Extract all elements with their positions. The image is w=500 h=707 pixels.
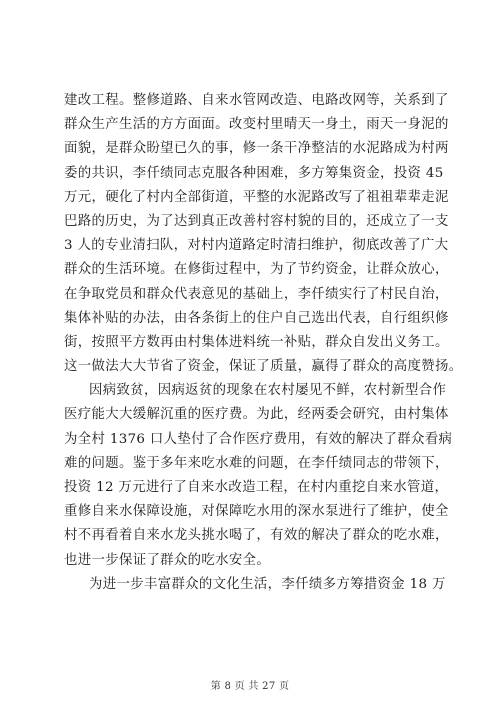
- text-line: 委的共识，李仟绩同志克服各种困难，多方筹集资金，投资 45: [64, 165, 444, 181]
- text-line: 重修自来水保障设施，对保障吃水用的深水泵进行了维护，使全: [64, 504, 449, 520]
- text-line: 这一做法大大节省了资金，保证了质量，赢得了群众的高度赞扬。: [64, 359, 463, 375]
- text-line: 群众的生活环境。在修街过程中，为了节约资金，让群众放心，: [64, 262, 449, 278]
- page-number-footer: 第 8 页 共 27 页: [210, 681, 290, 692]
- paragraph-start-line: 因病致贫，因病返贫的现象在农村屡见不鲜，农村新型合作: [89, 383, 447, 399]
- text-line: 群众生产生活的方方面面。改变村里晴天一身土，雨天一身泥的: [64, 117, 449, 133]
- text-line: 也进一步保证了群众的吃水安全。: [64, 552, 271, 568]
- text-line: 3 人的专业清扫队，对村内道路定时清扫维护，彻底改善了广大: [64, 238, 449, 254]
- text-line: 面貌，是群众盼望已久的事，修一条干净整洁的水泥路成为村两: [64, 141, 449, 157]
- text-line: 医疗能大大缓解沉重的医疗费。为此，经两委会研究，由村集体: [64, 407, 449, 423]
- text-line: 难的问题。鉴于多年来吃水难的问题，在李仟绩同志的带领下，: [64, 455, 449, 471]
- text-line: 街，按照平方数再由村集体进料统一补贴，群众自发出义务工。: [64, 334, 449, 350]
- text-line: 为全村 1376 口人垫付了合作医疗费用，有效的解决了群众看病: [64, 431, 453, 447]
- text-line: 投资 12 万元进行了自来水改造工程，在村内重挖自来水管道，: [64, 480, 449, 495]
- paragraph-start-line: 为进一步丰富群众的文化生活，李仟绩多方筹措资金 18 万: [89, 576, 446, 592]
- text-line: 在争取党员和群众代表意见的基础上，李仟绩实行了村民自治，: [64, 286, 449, 302]
- text-line: 万元，硬化了村内全部街道，平整的水泥路改写了祖祖辈辈走泥: [64, 189, 449, 205]
- text-line: 巴路的历史，为了达到真正改善村容村貌的目的，还成立了一支: [64, 213, 449, 229]
- text-line: 村不再看着自来水龙头挑水喝了，有效的解决了群众的吃水难，: [64, 528, 449, 544]
- text-line: 建改工程。整修道路、自来水管网改造、电路改网等，关系到了: [64, 93, 449, 108]
- text-line: 集体补贴的办法，由各条街上的住户自己选出代表，自行组织修: [64, 310, 449, 326]
- body-text: [64, 89, 463, 597]
